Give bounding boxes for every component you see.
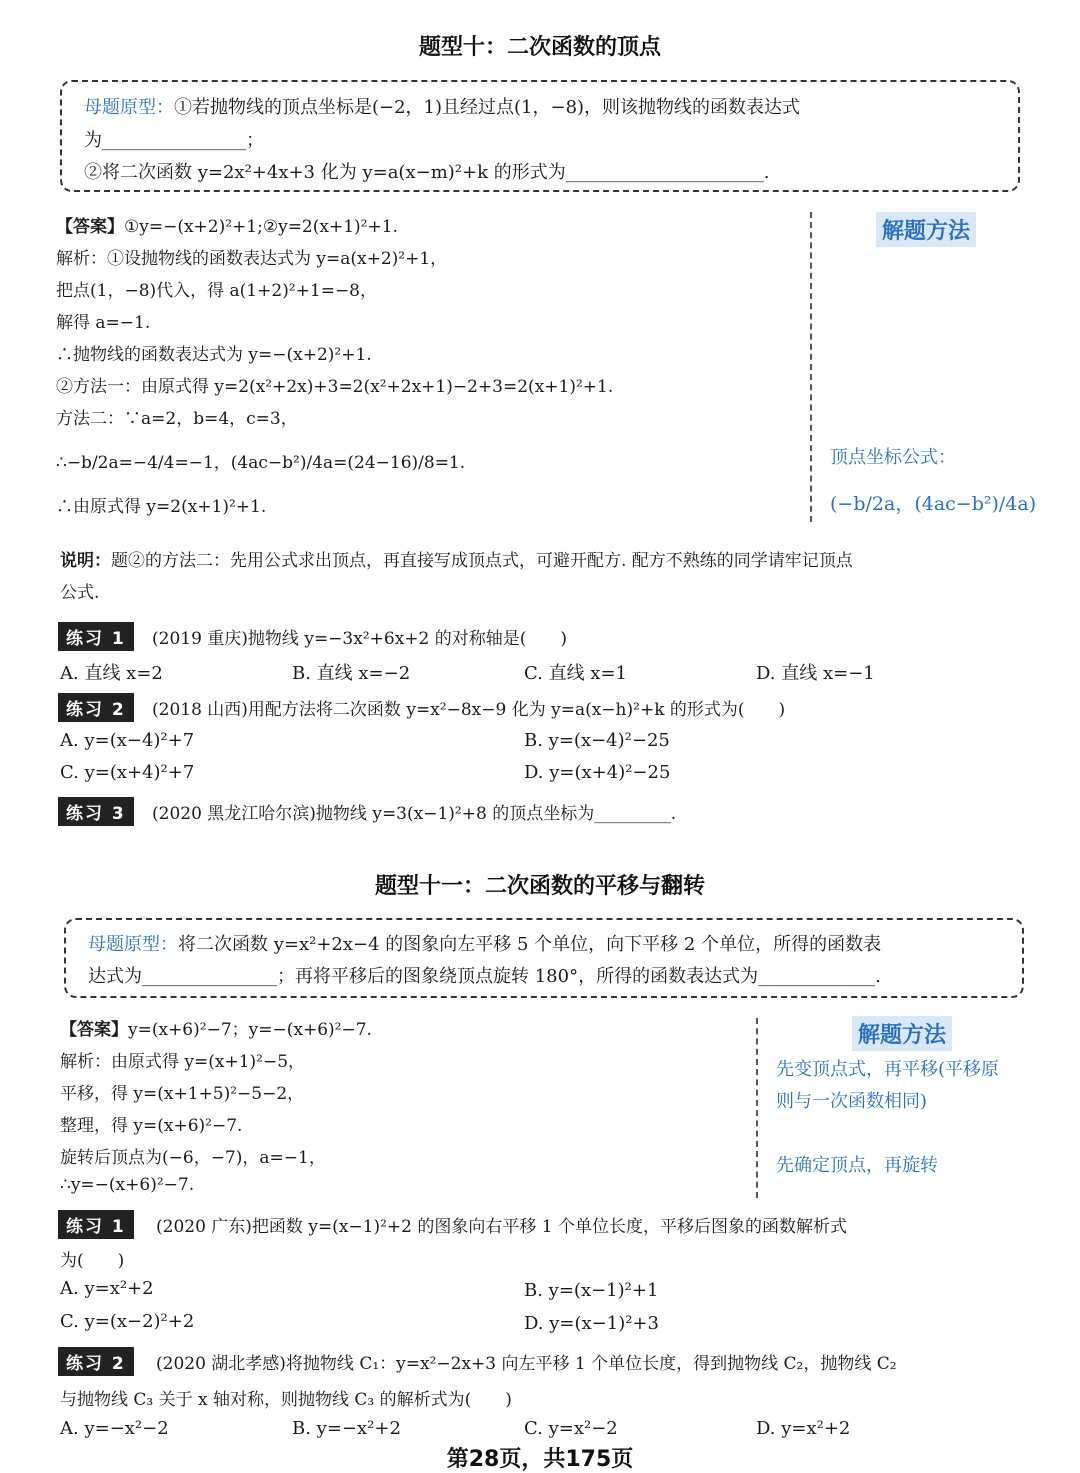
- option-c[interactable]: C. 直线 x=1: [524, 663, 627, 684]
- method-line: 先确定顶点，再旋转: [776, 1155, 938, 1176]
- solution-line: ∴−b/2a=−4/4=−1，(4ac−b²)/4a=(24−16)/8=1.: [56, 453, 466, 473]
- option-b[interactable]: B. y=(x−1)²+1: [524, 1280, 659, 1301]
- exercise-stem: (2018 山西)用配方法将二次函数 y=x²−8x−9 化为 y=a(x−h)²+k 的形式为( ): [152, 700, 786, 720]
- prototype-line-3: ②将二次函数 y=2x²+4x+3 化为 y=a(x−m)²+k 的形式为______________________.: [84, 162, 770, 183]
- option-b[interactable]: B. 直线 x=−2: [292, 663, 411, 684]
- prototype-line-1: [84, 93, 800, 119]
- option-d[interactable]: D. y=(x−1)²+3: [524, 1313, 659, 1334]
- divider: [756, 1018, 758, 1198]
- solution-line: ∴由原式得 y=2(x+1)²+1.: [56, 497, 267, 517]
- option-b[interactable]: B. y=(x−4)²−25: [524, 730, 670, 751]
- solution-line: ②方法一：由原式得 y=2(x²+2x)+3=2(x²+2x+1)−2+3=2(x+1)²+1.: [56, 377, 614, 397]
- option-a[interactable]: A. y=(x−4)²+7: [60, 730, 195, 751]
- page-number: 第28页，共175页: [446, 1447, 634, 1472]
- exercise-stem: (2020 黑龙江哈尔滨)抛物线 y=3(x−1)²+8 的顶点坐标为_________.: [152, 804, 677, 824]
- exercise-tag: 练习 1: [58, 622, 134, 651]
- answer-text: ①y=−(x+2)²+1;②y=2(x+1)²+1.: [124, 217, 398, 237]
- option-c[interactable]: C. y=(x+4)²+7: [60, 762, 195, 783]
- answer-text: y=(x+6)²−7；y=−(x+6)²−7.: [128, 1020, 372, 1040]
- exercise-tag: 练习 2: [58, 1347, 134, 1376]
- prototype-line-2: 为________________；: [84, 130, 264, 151]
- vertex-formula: (−b/2a，(4ac−b²)/4a): [830, 493, 1037, 515]
- exercise-tag: 练习 2: [58, 693, 134, 722]
- note-line-1: [60, 546, 853, 571]
- exercise-tag: 练习 3: [58, 797, 134, 826]
- note-line-2: 公式.: [60, 583, 100, 603]
- method-title-11: 解题方法: [852, 1016, 952, 1051]
- prototype-label: 母题原型：: [84, 97, 174, 118]
- exercise-stem: 与抛物线 C₃ 关于 x 轴对称，则抛物线 C₃ 的解析式为( ): [60, 1390, 512, 1410]
- answer-11: [60, 1015, 372, 1040]
- option-a[interactable]: A. y=−x²−2: [60, 1418, 169, 1439]
- prototype-line-1: [88, 930, 881, 956]
- option-a[interactable]: A. 直线 x=2: [60, 663, 163, 684]
- solution-line: 把点(1，−8)代入，得 a(1+2)²+1=−8，: [56, 281, 377, 301]
- option-b[interactable]: B. y=−x²+2: [292, 1418, 401, 1439]
- section11-title: 题型十一：二次函数的平移与翻转: [374, 874, 705, 899]
- option-d[interactable]: D. y=x²+2: [756, 1418, 851, 1439]
- solution-line: ∴抛物线的函数表达式为 y=−(x+2)²+1.: [56, 345, 372, 365]
- vertex-formula-label: 顶点坐标公式：: [830, 447, 956, 468]
- prototype-text-1: ①若抛物线的顶点坐标是(−2，1)且经过点(1，−8)，则该抛物线的函数表达式: [174, 97, 801, 118]
- exercise-stem: 为( ): [60, 1251, 125, 1271]
- option-a[interactable]: A. y=x²+2: [60, 1278, 154, 1299]
- divider: [810, 212, 812, 522]
- prototype-label: 母题原型：: [88, 934, 178, 955]
- solution-line: 方法二：∵a=2，b=4，c=3，: [56, 409, 298, 429]
- option-d[interactable]: D. 直线 x=−1: [756, 663, 875, 684]
- answer-label: 【答案】: [56, 217, 124, 237]
- method-line: 则与一次函数相同): [776, 1091, 928, 1112]
- solution-line: 解析：由原式得 y=(x+1)²−5，: [60, 1052, 306, 1072]
- prototype-line-2: 达式为_______________；再将平移后的图象绕顶点旋转 180°，所得的函数表达式为_____________.: [88, 966, 881, 987]
- exercise-stem: (2019 重庆)抛物线 y=−3x²+6x+2 的对称轴是( ): [152, 629, 568, 649]
- exercise-tag: 练习 1: [58, 1210, 134, 1239]
- note-text: 题②的方法二：先用公式求出顶点，再直接写成顶点式，可避开配方. 配方不熟练的同学请牢记顶点: [111, 551, 853, 571]
- exercise-stem: (2020 湖北孝感)将抛物线 C₁：y=x²−2x+3 向左平移 1 个单位长度，得到抛物线 C₂，抛物线 C₂: [156, 1354, 897, 1374]
- method-title-10: 解题方法: [876, 212, 976, 247]
- option-c[interactable]: C. y=(x−2)²+2: [60, 1311, 195, 1332]
- solution-line: ∴y=−(x+6)²−7.: [60, 1175, 195, 1195]
- section10-title: 题型十：二次函数的顶点: [418, 35, 661, 60]
- solution-line: 整理，得 y=(x+6)²−7.: [60, 1116, 243, 1136]
- method-line: 先变顶点式，再平移(平移原: [776, 1059, 1000, 1080]
- solution-line: 平移，得 y=(x+1+5)²−5−2，: [60, 1084, 305, 1104]
- solution-line: 旋转后顶点为(−6，−7)，a=−1，: [60, 1148, 326, 1168]
- option-d[interactable]: D. y=(x+4)²−25: [524, 762, 671, 783]
- exercise-stem: (2020 广东)把函数 y=(x−1)²+2 的图象向右平移 1 个单位长度，平移后图象的函数解析式: [156, 1217, 847, 1237]
- note-label: 说明：: [60, 551, 111, 571]
- answer-label: 【答案】: [60, 1020, 128, 1040]
- option-c[interactable]: C. y=x²−2: [524, 1418, 618, 1439]
- prototype-text-1: 将二次函数 y=x²+2x−4 的图象向左平移 5 个单位，向下平移 2 个单位，所得的函数表: [178, 934, 882, 955]
- answer-10: [56, 212, 398, 237]
- solution-line: 解得 a=−1.: [56, 313, 151, 333]
- solution-line: 解析：①设抛物线的函数表达式为 y=a(x+2)²+1，: [56, 249, 448, 269]
